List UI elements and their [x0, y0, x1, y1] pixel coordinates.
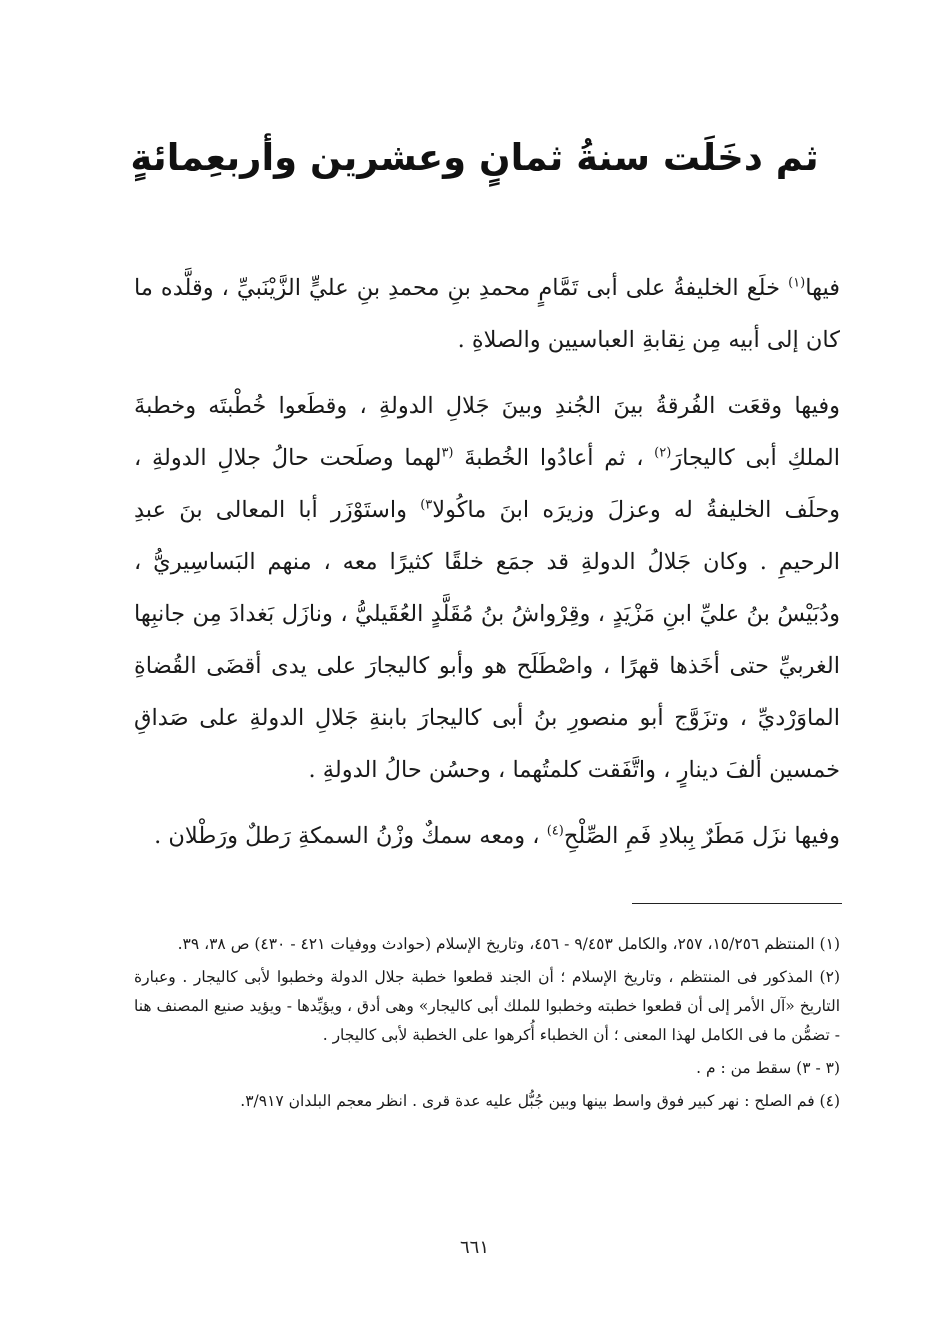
paragraph-2-text-b: ، ثم أعادُوا الخُطبةَ [453, 445, 655, 471]
paragraph-3-text-a: وفيها نزَل مَطَرٌ بِبلادِ فَمِ الصِّلْحِ [563, 823, 840, 849]
paragraph-1-text-a: فيها [805, 275, 840, 301]
footnotes [134, 930, 840, 1120]
page-number: ٦٦١ [459, 1237, 489, 1258]
footnote-2: (٢) المذكور فى المنتظم ، وتاريخ الإسلام ؛ أن الجند قطعوا خطبة جلال الدولة وخطبوا لأبى كاليجار . وعبارة التاريخ «آل الأمر إلى أن قطعوا خطبته وخطبوا للملك أبى كاليجار» وهى أدق ، ويؤيِّدها - ويؤيد صنيع المصنف هنا - تضمُّن ما فى الكامل لهذا المعنى ؛ أن الخطباء أُكرهوا على الخطبة لأبى كاليجار . [134, 968, 840, 1044]
footnote-1: (١) المنتظم ١٥/٢٥٦، ٢٥٧، والكامل ٩/٤٥٣ - ٤٥٦، وتاريخ الإسلام (حوادث ووفيات ٤٢١ - ٤٣٠) ص ٣٨، ٣٩. [177, 935, 840, 953]
paragraph-1-text-b: خلَع الخليفةُ على أبى تَمَّامٍ محمدِ بنِ محمدِ بنِ عليٍّ الزَّيْنَبيِّ ، وقلَّده ما كان إلى أبيه مِن نِقابةِ العباسيين والصلاةِ . [134, 275, 840, 353]
paragraph-3 [134, 810, 840, 862]
footnote-ref-3-close: ٣) [420, 497, 433, 513]
paragraph-2-text-c: لهما وصلَحت حالُ جلالِ الدولةِ ، وحلَف الخليفةُ له وعزلَ وزيرَه ابنَ ماكُولا [134, 445, 841, 523]
paragraph-3-text-b: ، ومعه سمكٌ وزْنُ السمكةِ رَطلٌ ورَطْلان . [154, 823, 547, 849]
paragraph-2-text-d: واستَوْزَر أبا المعالى بنَ عبدِ الرحيمِ . وكان جَلالُ الدولةِ قد جمَع خلقًا كثيرًا معه ، منهم البَساسِيريُّ ، ودُبَيْسُ بنُ عليِّ ابنِ مَزْيَدٍ ، وقِرْواشُ بنُ مُقَلَّدٍ العُقَيليُّ ، ونازَل بَغدادَ مِن جانبِها الغربيِّ حتى أخَذها قهرًا ، واصْطَلَح هو وأبو كاليجارَ على يدى أقضَى القُضاةِ الماوَرْديِّ ، وتزَوَّج أبو منصورِ بنُ أبى كاليجارَ بابنةِ جَلالِ الدولةِ على صَداقِ خمسين ألفَ دينارٍ ، واتَّفَقت كلمتُهما ، وحسُن حالُ الدولةِ . [134, 497, 840, 783]
footnote-ref-4: (٤) [546, 823, 564, 839]
footnote-ref-1: (١) [788, 275, 806, 291]
footnote-ref-2: (٢) [654, 445, 672, 461]
chapter-heading: ثم دخَلَت سنةُ ثمانٍ وعشرين وأربعِمائةٍ [130, 136, 819, 179]
paragraph-2-text-a: وفيها وقعَت الفُرقةُ بينَ الجُندِ وبينَ جَلالِ الدولةِ ، وقطَعوا خُطْبتَه وخطبةَ الملكِ أبى كاليجارَ [134, 393, 840, 471]
footnote-ref-3-open: (٣ [441, 445, 454, 461]
footnote-3: (٣ - ٣) سقط من : م . [696, 1059, 840, 1077]
footnote-divider [632, 903, 842, 904]
footnote-4: (٤) فم الصلح : نهر كبير فوق واسط بينها وبين جُبُّل عليه عدة قرى . انظر معجم البلدان ٣/٩١٧. [240, 1092, 840, 1110]
paragraph-2 [134, 380, 840, 796]
main-text [134, 262, 840, 876]
paragraph-1 [134, 262, 840, 366]
